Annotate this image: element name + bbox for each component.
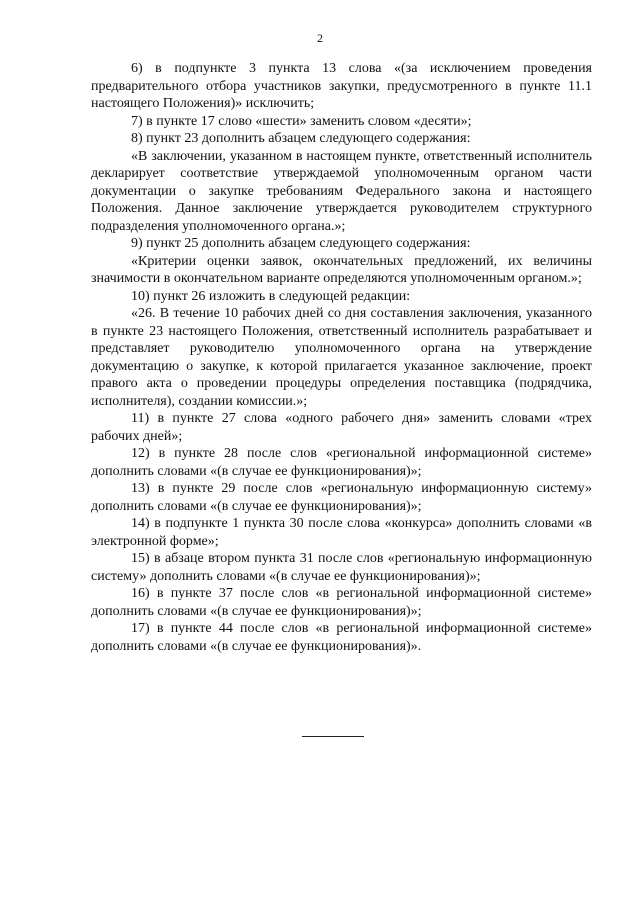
- paragraph-13: 13) в пункте 29 после слов «региональную информационную систему» дополнить словами «(в случае ее функционирования)»;: [91, 481, 592, 514]
- end-separator-line: [302, 736, 364, 737]
- paragraph-10: 10) пункт 26 изложить в следующей редакции:: [131, 288, 411, 304]
- document-body: [91, 60, 592, 655]
- paragraph-7: 7) в пункте 17 слово «шести» заменить словом «десяти»;: [131, 113, 472, 129]
- page-number: 2: [317, 31, 323, 45]
- paragraph-12: 12) в пункте 28 после слов «региональной информационной системе» дополнить словами «(в случае ее функционирования)»;: [91, 446, 592, 479]
- paragraph-10-quote: «26. В течение 10 рабочих дней со дня составления заключения, указанного в пункте 23 настоящего Положения, ответственный исполнитель разрабатывает и представляет руководителю уполномоченного органа на утверждение документацию о закупке, к которой прилагается указанное заключение, проект правого акта о проведении процедуры определения поставщика (подрядчика, исполнителя), создании комиссии.»;: [91, 306, 592, 409]
- paragraph-17: 17) в пункте 44 после слов «в региональной информационной системе» дополнить словами «(в случае ее функционирования)».: [91, 621, 592, 654]
- paragraph-6: 6) в подпункте 3 пункта 13 слова «(за исключением проведения предварительного отбора участников закупки, предусмотренного в пункте 11.1 настоящего Положения)» исключить;: [91, 61, 592, 111]
- paragraph-11: 11) в пункте 27 слова «одного рабочего дня» заменить словами «трех рабочих дней»;: [91, 411, 592, 444]
- paragraph-14: 14) в подпункте 1 пункта 30 после слова «конкурса» дополнить словами «в электронной форме»;: [91, 516, 592, 549]
- paragraph-8: 8) пункт 23 дополнить абзацем следующего содержания:: [131, 131, 471, 146]
- paragraph-9: 9) пункт 25 дополнить абзацем следующего содержания:: [131, 236, 471, 251]
- paragraph-16: 16) в пункте 37 после слов «в региональной информационной системе» дополнить словами «(в случае ее функционирования)»;: [91, 586, 592, 619]
- paragraph-9-quote: «Критерии оценки заявок, окончательных предложений, их величины значимости в окончательном варианте определяются уполномоченным органом.»;: [91, 253, 592, 286]
- paragraph-15: 15) в абзаце втором пункта 31 после слов «региональную информационную систему» дополнить словами «(в случае ее функционирования)»;: [91, 551, 592, 584]
- paragraph-8-quote: «В заключении, указанном в настоящем пункте, ответственный исполнитель декларирует соответствие утверждаемой уполномоченным органом части документации о закупке требованиям Федерального закона и настоящего Положения. Данное заключение утверждается руководителем структурного подразделения уполномоченного органа.»;: [91, 148, 592, 234]
